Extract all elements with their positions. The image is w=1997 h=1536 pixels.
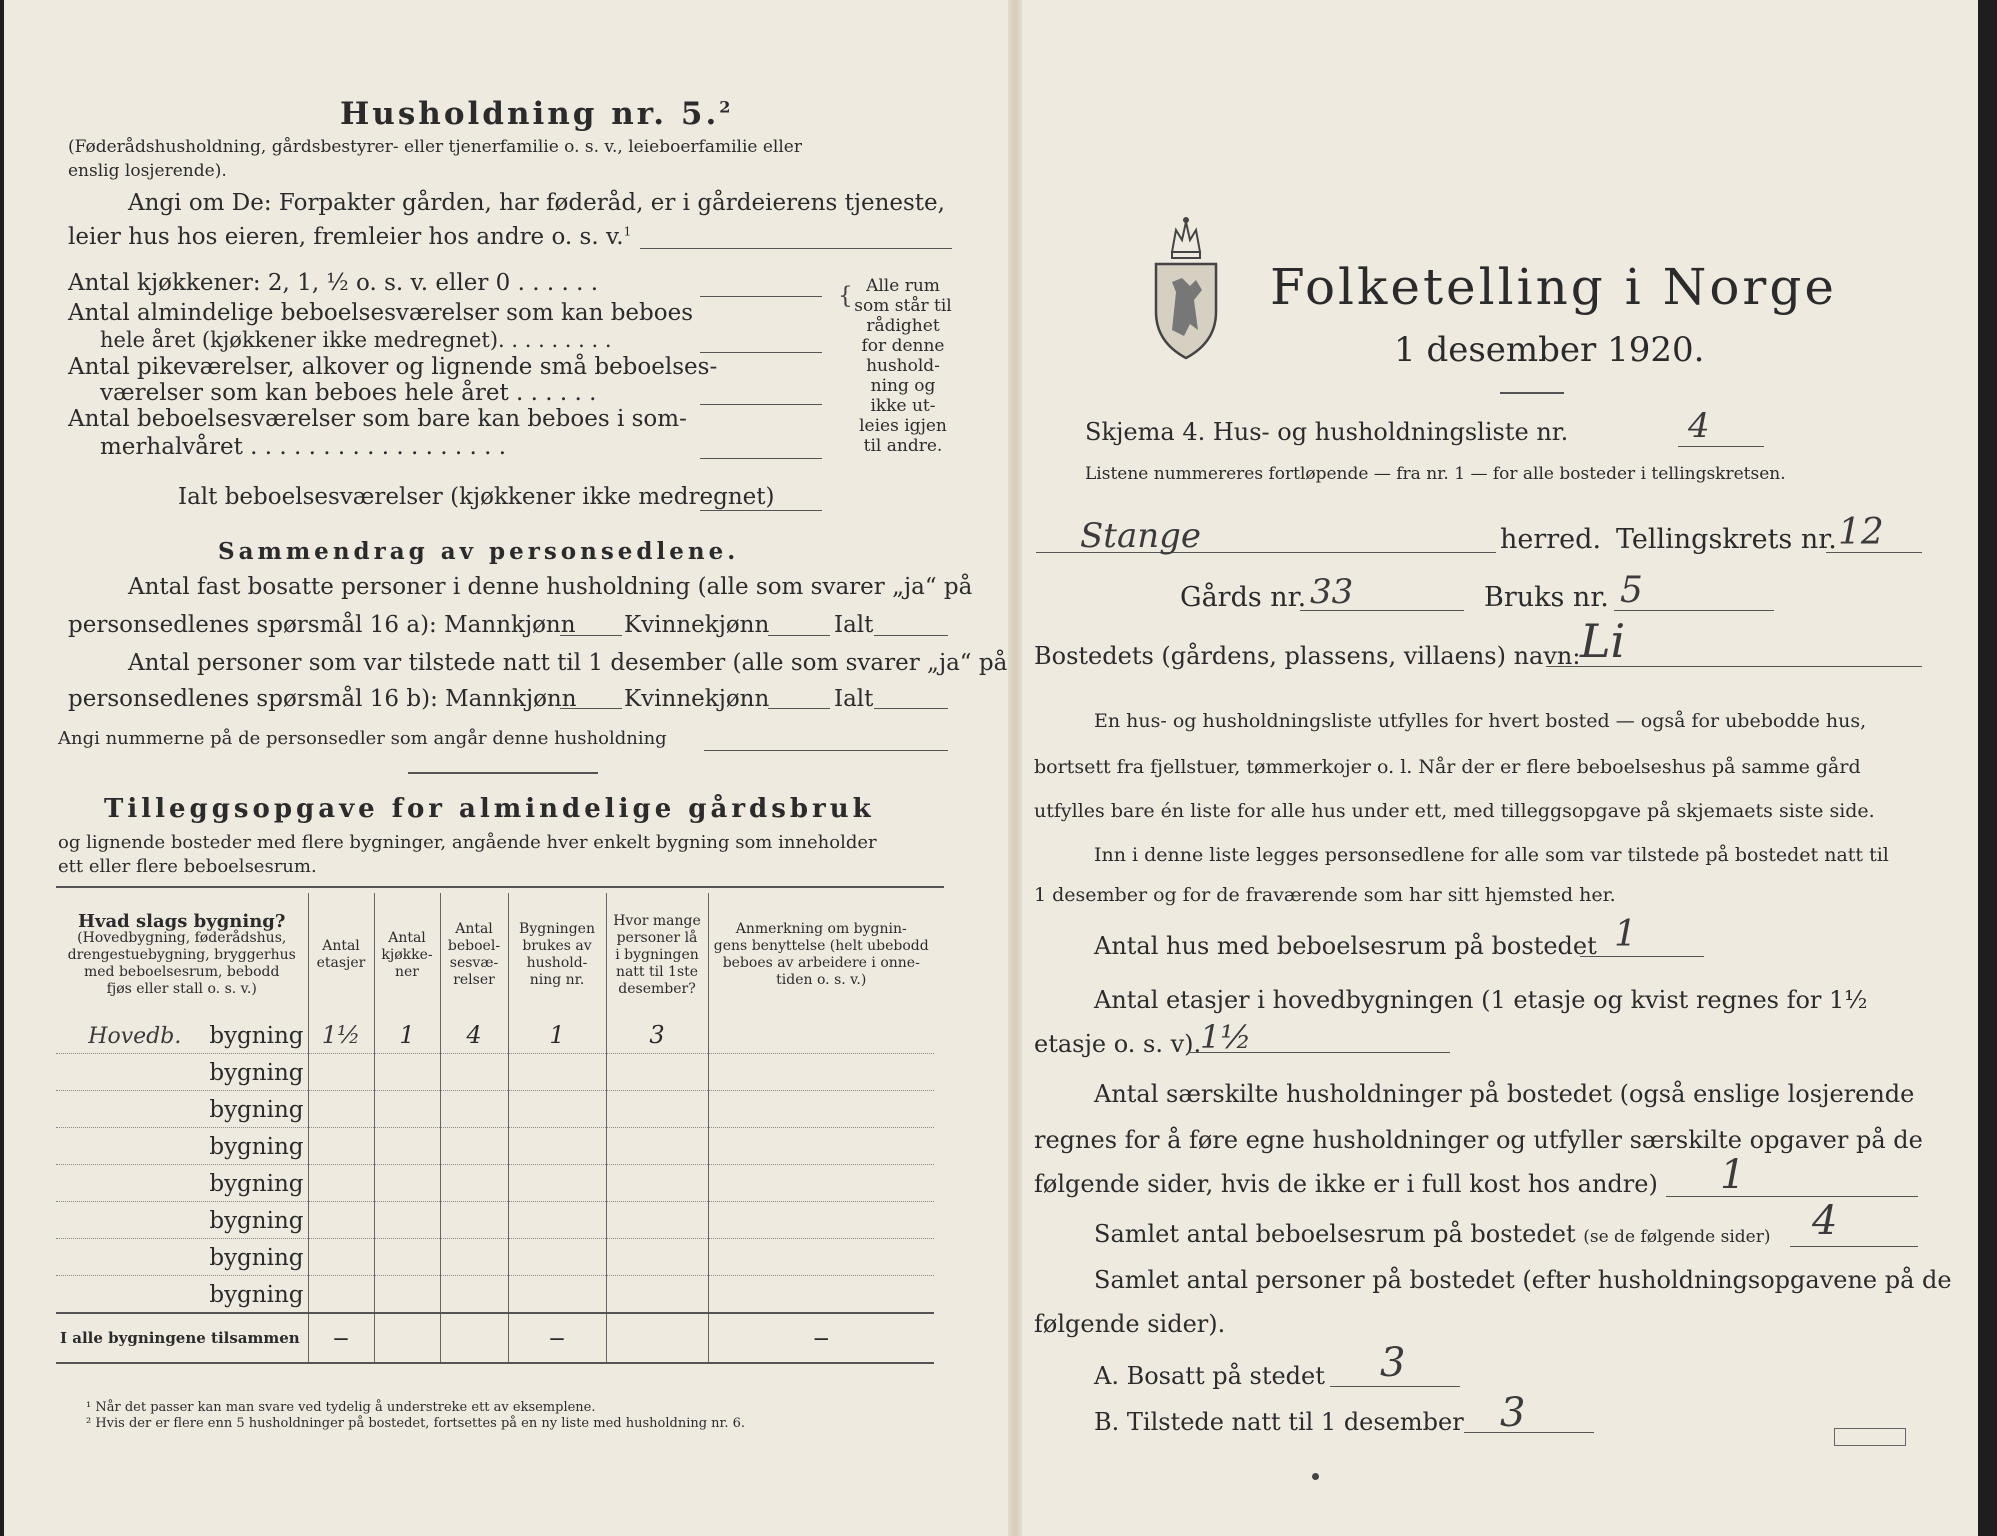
husholdninger-label-1: Antal særskilte husholdninger på bostedet (også enslige losjerende bbox=[1094, 1080, 1915, 1108]
fast-female-line[interactable] bbox=[768, 635, 830, 636]
table-row[interactable]: bygning bbox=[56, 1165, 934, 1202]
norway-coat-of-arms-icon bbox=[1150, 212, 1222, 362]
husholdninger-label-2: regnes for å føre egne husholdninger og utfyller særskilte opgaver på de bbox=[1034, 1126, 1923, 1154]
skjema-nr-value: 4 bbox=[1688, 406, 1710, 446]
bosted-label: Bostedets (gårdens, plassens, villaens) navn: bbox=[1034, 642, 1581, 670]
tilstede-line[interactable] bbox=[1464, 1432, 1594, 1433]
table-row[interactable]: bygning bbox=[56, 1128, 934, 1165]
col-header-etasjer: Antal etasjer bbox=[308, 893, 374, 1017]
tilstede-male-line[interactable] bbox=[560, 708, 622, 709]
fast-total-line[interactable] bbox=[874, 635, 948, 636]
instruction-4: Inn i denne liste legges personsedlene for alle som var tilstede på bostedet natt til bbox=[1094, 844, 1889, 866]
gards-value: 33 bbox=[1310, 572, 1354, 612]
antal-hus-label: Antal hus med beboelsesrum på bostedet bbox=[1094, 932, 1597, 960]
col-header-kjokkener: Antal kjøkke- ner bbox=[374, 893, 440, 1017]
supplement-sub-2: ett eller flere beboelsesrum. bbox=[58, 856, 317, 877]
rooms-ordinary-1: Antal almindelige beboelsesværelser som kan beboes bbox=[68, 300, 694, 326]
printer-stamp bbox=[1834, 1428, 1906, 1446]
instruction-5: 1 desember og for de fraværende som har sitt hjemsted her. bbox=[1034, 884, 1616, 906]
herred-value: Stange bbox=[1080, 516, 1202, 556]
small-rooms-answer-line[interactable] bbox=[700, 404, 822, 405]
household-intro-2: enslig losjerende). bbox=[68, 161, 227, 181]
etasjer-value: 1½ bbox=[1200, 1018, 1252, 1056]
col-header-personer: Hvor mange personer lå i bygningen natt til 1ste desember? bbox=[606, 893, 708, 1017]
tilstede-label: B. Tilstede natt til 1 desember bbox=[1094, 1408, 1464, 1436]
angi-text-1: Angi om De: Forpakter gården, har føderåd, er i gårdeierens tjeneste, bbox=[128, 190, 945, 216]
title-divider bbox=[1500, 392, 1564, 394]
summary-tilstede-total-label: Ialt bbox=[834, 686, 874, 712]
page-fold bbox=[1008, 0, 1022, 1536]
bosatt-value: 3 bbox=[1380, 1340, 1406, 1386]
summary-fast-total-label: Ialt bbox=[834, 612, 874, 638]
beboelsesrum-label: Samlet antal beboelsesrum på bostedet (se de følgende sider) bbox=[1094, 1220, 1771, 1248]
etasjer-label-1: Antal etasjer i hovedbygningen (1 etasje og kvist regnes for 1½ bbox=[1094, 986, 1868, 1014]
skjema-nr-line[interactable] bbox=[1678, 446, 1764, 447]
summary-tilstede-male-label: personsedlenes spørsmål 16 b): Mannkjønn bbox=[68, 686, 577, 712]
ink-dot bbox=[1312, 1473, 1319, 1480]
census-title: Folketelling i Norge bbox=[1270, 258, 1837, 316]
angi-text-2: leier hus hos eieren, fremleier hos andre o. s. v.$^1$ bbox=[68, 224, 632, 250]
alle-rum-note: Alle rum som står til rådighet for denne hushold- ning og ikke ut- leies igjen til andre. bbox=[854, 276, 952, 456]
summer-rooms-answer-line[interactable] bbox=[700, 458, 822, 459]
instruction-2: bortsett fra fjellstuer, tømmerkojer o. l. Når der er flere beboelseshus på samme gård bbox=[1034, 756, 1861, 778]
angi-answer-line[interactable] bbox=[640, 248, 952, 249]
summary-tilstede-female-label: Kvinnekjønn bbox=[624, 686, 770, 712]
rooms-summer-1: Antal beboelsesværelser som bare kan beboes i som- bbox=[68, 406, 687, 432]
rooms-summer-2: merhalvåret . . . . . . . . . . . . . . . . . . bbox=[100, 434, 507, 460]
summary-fast-male-label: personsedlenes spørsmål 16 a): Mannkjønn bbox=[68, 612, 576, 638]
krets-label: Tellingskrets nr. bbox=[1616, 524, 1837, 555]
table-total-row: I alle bygningene tilsammen — — — bbox=[56, 1313, 934, 1363]
census-date: 1 desember 1920. bbox=[1394, 330, 1705, 370]
beboelsesrum-line[interactable] bbox=[1790, 1246, 1918, 1247]
tilstede-total-line[interactable] bbox=[874, 708, 948, 709]
ordinary-rooms-answer-line[interactable] bbox=[700, 352, 822, 353]
husholdninger-value: 1 bbox=[1720, 1152, 1746, 1198]
col-header-anmerkning: Anmerkning om bygnin- gens benyttelse (helt ubebodd beboes av arbeidere i onne- tiden o. s. v.) bbox=[708, 893, 934, 1017]
summary-nummerne-label: Angi nummerne på de personsedler som angår denne husholdning bbox=[58, 728, 667, 749]
summary-fast-1: Antal fast bosatte personer i denne husholdning (alle som svarer „ja“ på bbox=[128, 574, 973, 600]
rooms-small-2: værelser som kan beboes hele året . . . . . . bbox=[100, 380, 597, 406]
footnote-1: ¹ Når det passer kan man svare ved tydelig å understreke ett av eksemplene. bbox=[86, 1400, 596, 1415]
bruks-label: Bruks nr. bbox=[1484, 582, 1609, 613]
col-header-vaerelser: Antal beboel- sesvæ- relser bbox=[440, 893, 508, 1017]
building-table bbox=[56, 893, 934, 1364]
scan-edge-right bbox=[1978, 0, 1997, 1536]
footnote-2: ² Hvis der er flere enn 5 husholdninger på bostedet, fortsettes på en ny liste med husholdning nr. 6. bbox=[86, 1416, 746, 1431]
fast-male-line[interactable] bbox=[560, 635, 622, 636]
instruction-3: utfylles bare én liste for alle hus under ett, med tilleggsopgave på skjemaets siste side. bbox=[1034, 800, 1875, 822]
table-row[interactable]: bygning bbox=[56, 1239, 934, 1276]
bruks-value: 5 bbox=[1620, 570, 1643, 611]
table-row[interactable]: bygning bbox=[56, 1054, 934, 1091]
table-row[interactable]: bygning bbox=[56, 1091, 934, 1128]
col-header-husholdning: Bygningen brukes av hushold- ning nr. bbox=[508, 893, 606, 1017]
total-label: I alle bygningene tilsammen bbox=[56, 1313, 308, 1363]
kitchens-answer-line[interactable] bbox=[700, 296, 822, 297]
rooms-small-1: Antal pikeværelser, alkover og lignende små beboelses- bbox=[68, 354, 718, 380]
brace-mark: { bbox=[838, 283, 853, 309]
husholdninger-label-3: følgende sider, hvis de ikke er i full kost hos andre) bbox=[1034, 1170, 1658, 1198]
herred-label: herred. bbox=[1500, 524, 1602, 555]
table-top-rule bbox=[56, 886, 944, 888]
supplement-title: Tilleggsopgave for almindelige gårdsbruk bbox=[104, 794, 875, 824]
personer-label-1: Samlet antal personer på bostedet (efter husholdningsopgavene på de bbox=[1094, 1266, 1952, 1294]
bosted-value: Li bbox=[1580, 614, 1626, 668]
beboelsesrum-value: 4 bbox=[1812, 1198, 1838, 1244]
antal-hus-line[interactable] bbox=[1580, 956, 1704, 957]
listene-note: Listene nummereres fortløpende — fra nr. 1 — for alle bosteder i tellingskretsen. bbox=[1085, 464, 1786, 484]
instruction-1: En hus- og husholdningsliste utfylles for hvert bosted — også for ubebodde hus, bbox=[1094, 710, 1867, 732]
summary-tilstede-1: Antal personer som var tilstede natt til 1 desember (alle som svarer „ja“ på bbox=[128, 650, 1008, 676]
ialt-rooms-label: Ialt beboelsesværelser (kjøkkener ikke medregnet) bbox=[178, 484, 775, 510]
krets-value: 12 bbox=[1838, 512, 1884, 553]
bosatt-line[interactable] bbox=[1330, 1386, 1460, 1387]
household-title: Husholdning nr. 5.$^2$ bbox=[340, 96, 734, 132]
rooms-ordinary-2: hele året (kjøkkener ikke medregnet). . . . . . . . . bbox=[100, 328, 612, 352]
husholdninger-line[interactable] bbox=[1666, 1196, 1918, 1197]
table-row[interactable]: bygning bbox=[56, 1276, 934, 1314]
rooms-kitchens: Antal kjøkkener: 2, 1, ½ o. s. v. eller 0 . . . . . . bbox=[68, 270, 599, 296]
table-row[interactable]: bygning bbox=[56, 1202, 934, 1239]
col-header-building-type: Hvad slags bygning? (Hovedbygning, føderådshus, drengestuebygning, bryggerhus med beboelsesrum, bebodd fjøs eller stall o. s. v.) bbox=[67, 910, 296, 997]
tilstede-female-line[interactable] bbox=[768, 708, 830, 709]
table-row[interactable]: Hovedb. bygning 1½ 1 4 1 3 bbox=[56, 1017, 934, 1054]
skjema-label: Skjema 4. Hus- og husholdningsliste nr. bbox=[1085, 418, 1569, 446]
building-table-header bbox=[56, 893, 934, 1017]
scan-edge-left bbox=[0, 0, 4, 1536]
antal-hus-value: 1 bbox=[1614, 914, 1637, 955]
summary-fast-female-label: Kvinnekjønn bbox=[624, 612, 770, 638]
tilstede-value: 3 bbox=[1500, 1390, 1526, 1436]
section-divider bbox=[408, 772, 598, 774]
supplement-sub-1: og lignende bosteder med flere bygninger, angående hver enkelt bygning som inneholder bbox=[58, 832, 877, 853]
etasjer-label-2: etasje o. s. v). bbox=[1034, 1030, 1202, 1058]
nummerne-answer-line[interactable] bbox=[704, 750, 948, 751]
bosatt-label: A. Bosatt på stedet bbox=[1094, 1362, 1325, 1390]
gards-label: Gårds nr. bbox=[1180, 582, 1307, 613]
personer-label-2: følgende sider). bbox=[1034, 1310, 1226, 1338]
summary-title: Sammendrag av personsedlene. bbox=[218, 538, 740, 565]
household-intro-1: (Føderådshusholdning, gårdsbestyrer- eller tjenerfamilie o. s. v., leieboerfamilie eller bbox=[68, 137, 802, 157]
ialt-rooms-answer-line[interactable] bbox=[700, 510, 822, 511]
